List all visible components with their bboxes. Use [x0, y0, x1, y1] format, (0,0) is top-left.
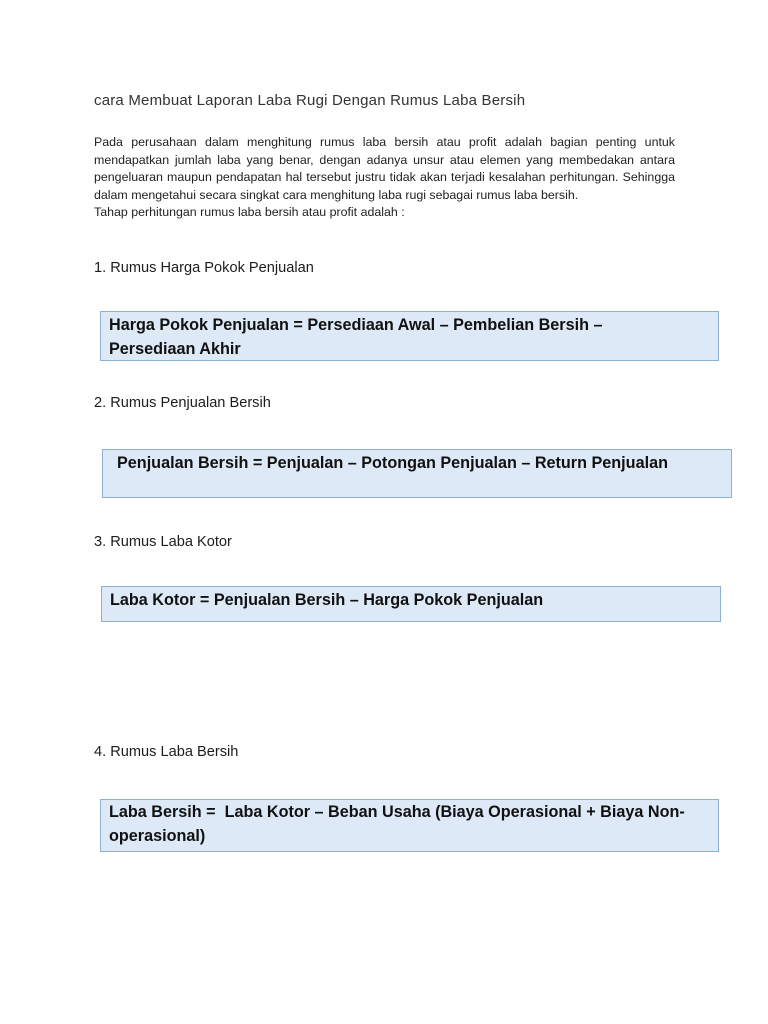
formula-penjualan-bersih: Penjualan Bersih = Penjualan – Potongan Penjualan – Return Penjualan	[117, 454, 668, 472]
formula-box-harga-pokok-penjualan	[100, 311, 719, 361]
formula-harga-pokok-penjualan: Harga Pokok Penjualan = Persediaan Awal – Pembelian Bersih – Persediaan Akhir	[109, 316, 607, 358]
intro-paragraph: Pada perusahaan dalam menghitung rumus laba bersih atau profit adalah bagian penting untuk mendapatkan jumlah laba yang benar, dengan adanya unsur atau elemen yang membedakan antara pengeluaran maupun pendapatan hal tersebut justru tidak akan terjadi kesalahan perhitungan. Sehingga dalam mengetahui secara singkat cara menghitung laba rugi sebagai rumus laba bersih.	[94, 135, 675, 202]
formula-box-laba-bersih	[100, 799, 719, 852]
formula-box-penjualan-bersih	[102, 449, 732, 498]
formula-laba-kotor: Laba Kotor = Penjualan Bersih – Harga Pokok Penjualan	[110, 591, 544, 609]
intro-text	[94, 134, 675, 222]
section-heading-penjualan-bersih: 2. Rumus Penjualan Bersih	[94, 395, 271, 411]
document-title: cara Membuat Laporan Laba Rugi Dengan Rumus Laba Bersih	[94, 92, 526, 109]
section-heading-laba-kotor: 3. Rumus Laba Kotor	[94, 534, 232, 550]
formula-laba-bersih: Laba Bersih = Laba Kotor – Beban Usaha (Biaya Operasional + Biaya Non-operasional)	[109, 803, 685, 845]
formula-box-laba-kotor	[101, 586, 721, 622]
section-heading-laba-bersih: 4. Rumus Laba Bersih	[94, 744, 239, 760]
intro-stages-line: Tahap perhitungan rumus laba bersih atau profit adalah :	[94, 205, 405, 220]
section-heading-harga-pokok-penjualan: 1. Rumus Harga Pokok Penjualan	[94, 260, 314, 276]
